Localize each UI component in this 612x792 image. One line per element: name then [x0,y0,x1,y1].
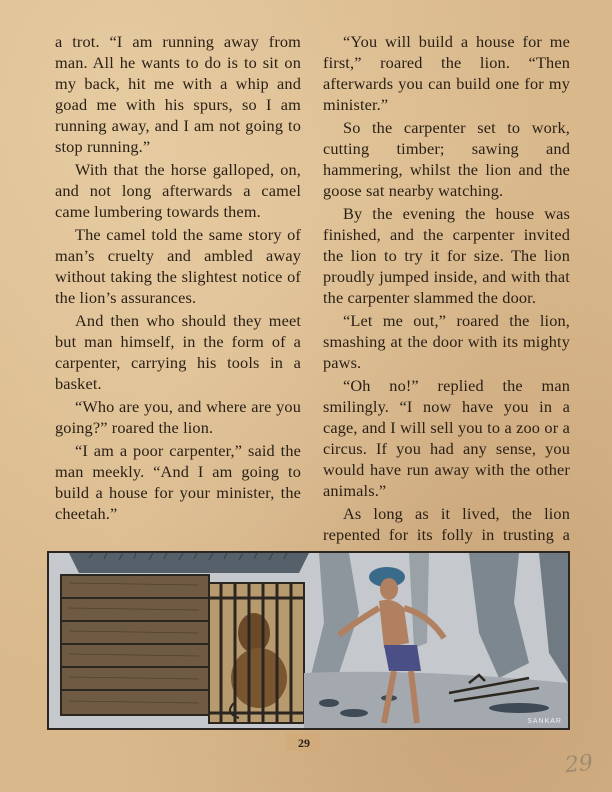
page-number: 29 [298,736,310,750]
paragraph: With that the horse galloped, on, and not long afterwards a camel came lumbering towards them. [55,160,301,221]
story-illustration [47,551,570,730]
paragraph: “Let me out,” roared the lion, smashing at the door with its mighty paws. [323,311,570,372]
handwritten-page-mark: 29 [563,750,595,779]
wooden-house [61,575,209,715]
paragraph: And then who should they meet but man himself, in the form of a carpenter, carrying his tools in a basket. [55,311,301,393]
paragraph: As long as it lived, the lion repented for its folly in trusting a [323,504,570,544]
paragraph: “Oh no!” replied the man smilingly. “I now have you in a cage, and I will sell you to a zoo or a circus. If you had any sense, you would have run away with the other animals.” [323,376,570,500]
paragraph: a trot. “I am running away from man. All he wants to do is to sit on my back, hit me with a whip and goad me with his spurs, so I am running away, and I am not going to stop running.” [55,32,301,156]
illustration-artwork [49,553,568,728]
artist-signature: SANKAR [527,718,562,725]
paragraph: “I am a poor carpenter,” said the man meekly. “And I am going to build a house for your minister, the cheetah.” [55,441,301,523]
paragraph: The camel told the same story of man’s cruelty and ambled away without taking the slightest notice of the lion’s assurances. [55,225,301,307]
paragraph: So the carpenter set to work, cutting timber; sawing and hammering, whilst the lion and the goose sat nearby watching. [323,118,570,200]
right-text-column [323,31,570,568]
paragraph: “Who are you, and where are you going?” roared the lion. [55,397,301,437]
lion-cage [209,583,304,723]
paragraph: By the evening the house was finished, and the carpenter invited the lion to try it for size. The lion proudly jumped inside, and with that the carpenter slammed the door. [323,204,570,307]
paragraph: “You will build a house for me first,” roared the lion. “Then afterwards you can build one for my minister.” [323,32,570,114]
left-text-column [55,31,301,526]
